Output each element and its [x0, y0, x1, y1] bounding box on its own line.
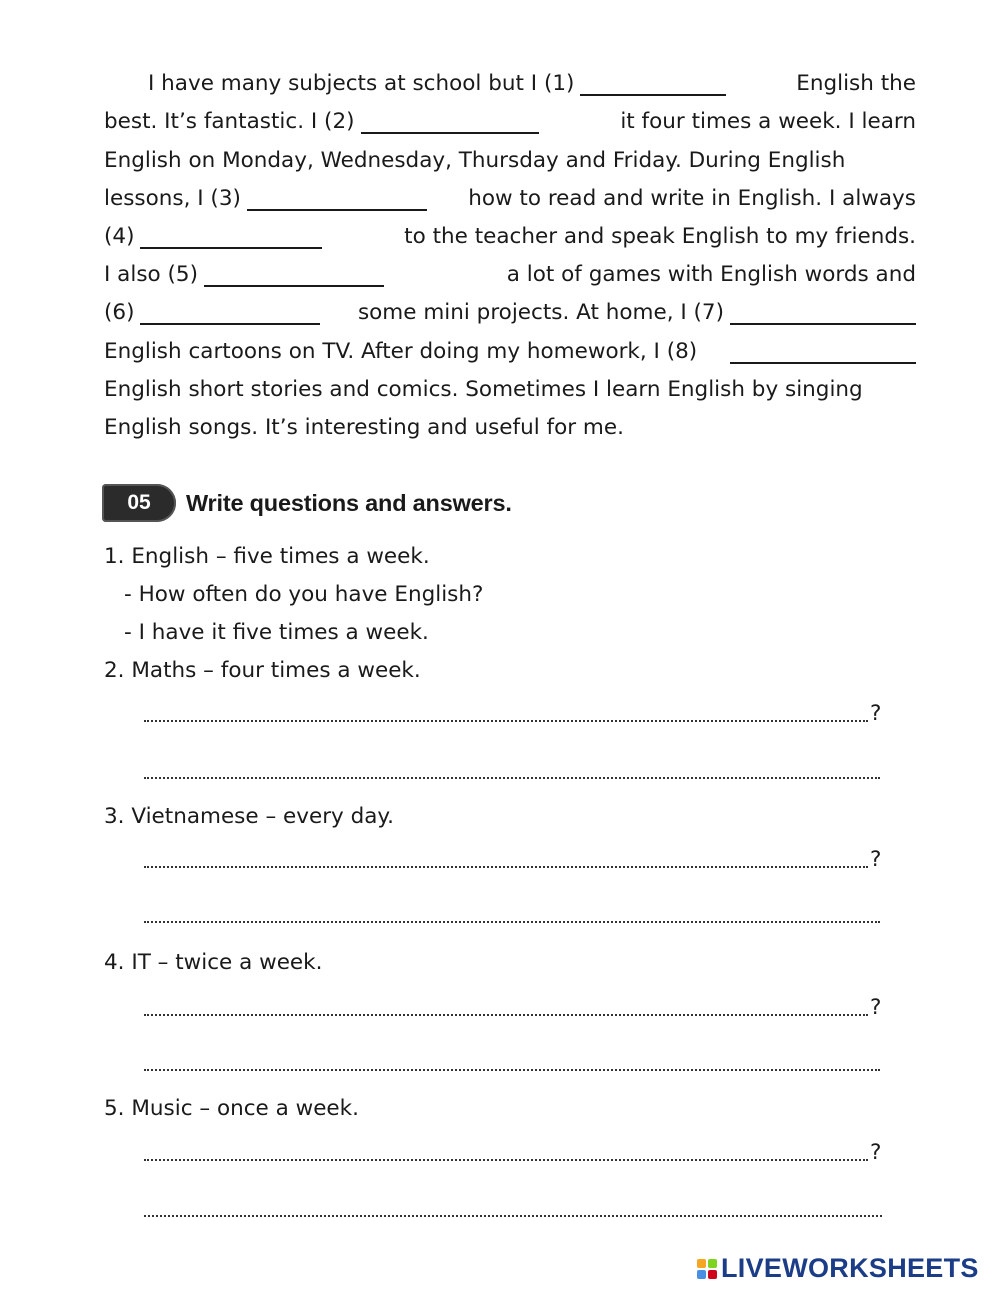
logo-square-1 — [697, 1259, 706, 1268]
blank-3[interactable] — [247, 185, 427, 211]
blank-5[interactable] — [204, 261, 384, 287]
item-5-answer-line[interactable] — [144, 1213, 882, 1217]
section-number-badge: 05 — [102, 484, 176, 522]
item-2-question-mark: ? — [870, 701, 882, 726]
paragraph-line-4: lessons, I (3) how to read and write in English. I always — [104, 185, 916, 211]
logo-square-4 — [708, 1270, 717, 1279]
item-5-question-line[interactable] — [144, 1157, 868, 1161]
item-3-prompt: 3. Vietnamese – every day. — [104, 804, 394, 829]
item-2-answer-line[interactable] — [144, 775, 880, 779]
section-title: Write questions and answers. — [186, 489, 512, 516]
blank-1[interactable] — [580, 70, 726, 96]
item-5-question-mark: ? — [870, 1140, 882, 1165]
item-2-question-line[interactable] — [144, 718, 868, 722]
blank-4[interactable] — [140, 223, 322, 249]
item-1-answer: - I have it five times a week. — [124, 620, 429, 645]
paragraph-line-2: best. It’s fantastic. I (2) it four times a week. I learn — [104, 109, 916, 135]
item-3-answer-line[interactable] — [144, 919, 880, 923]
logo-wordmark: LIVEWORKSHEETS — [721, 1253, 979, 1283]
paragraph-line-1: I have many subjects at school but I (1) English the — [148, 71, 916, 97]
paragraph-line-10: English songs. It’s interesting and useful for me. — [104, 414, 624, 440]
item-4-question-mark: ? — [870, 995, 882, 1020]
paragraph-line-3: English on Monday, Wednesday, Thursday and Friday. During English — [104, 147, 846, 173]
paragraph-line-5: (4) to the teacher and speak English to my friends. — [104, 223, 916, 249]
liveworksheets-logo[interactable] — [697, 1253, 979, 1284]
item-4-prompt: 4. IT – twice a week. — [104, 950, 323, 975]
logo-square-3 — [697, 1270, 706, 1279]
logo-square-2 — [708, 1259, 717, 1268]
blank-8[interactable] — [730, 338, 916, 364]
item-4-question-line[interactable] — [144, 1012, 868, 1016]
item-1-question: - How often do you have English? — [124, 582, 484, 607]
paragraph-line-9: English short stories and comics. Sometimes I learn English by singing — [104, 376, 863, 402]
item-4-answer-line[interactable] — [144, 1067, 880, 1071]
section-header — [102, 484, 512, 522]
liveworksheets-logo-icon — [697, 1259, 717, 1279]
paragraph-line-7: (6) some mini projects. At home, I (7) — [104, 287, 916, 325]
item-3-question-mark: ? — [870, 847, 882, 872]
blank-6[interactable] — [140, 299, 320, 325]
item-5-prompt: 5. Music – once a week. — [104, 1096, 359, 1121]
blank-7[interactable] — [730, 299, 916, 325]
paragraph-line-6: I also (5) a lot of games with English words and — [104, 262, 916, 288]
item-3-question-line[interactable] — [144, 864, 868, 868]
item-1-prompt: 1. English – five times a week. — [104, 544, 430, 569]
paragraph-line-8: English cartoons on TV. After doing my homework, I (8) — [104, 325, 916, 363]
fill-in-paragraph — [104, 58, 916, 440]
blank-2[interactable] — [361, 108, 539, 134]
item-2-prompt: 2. Maths – four times a week. — [104, 658, 421, 683]
